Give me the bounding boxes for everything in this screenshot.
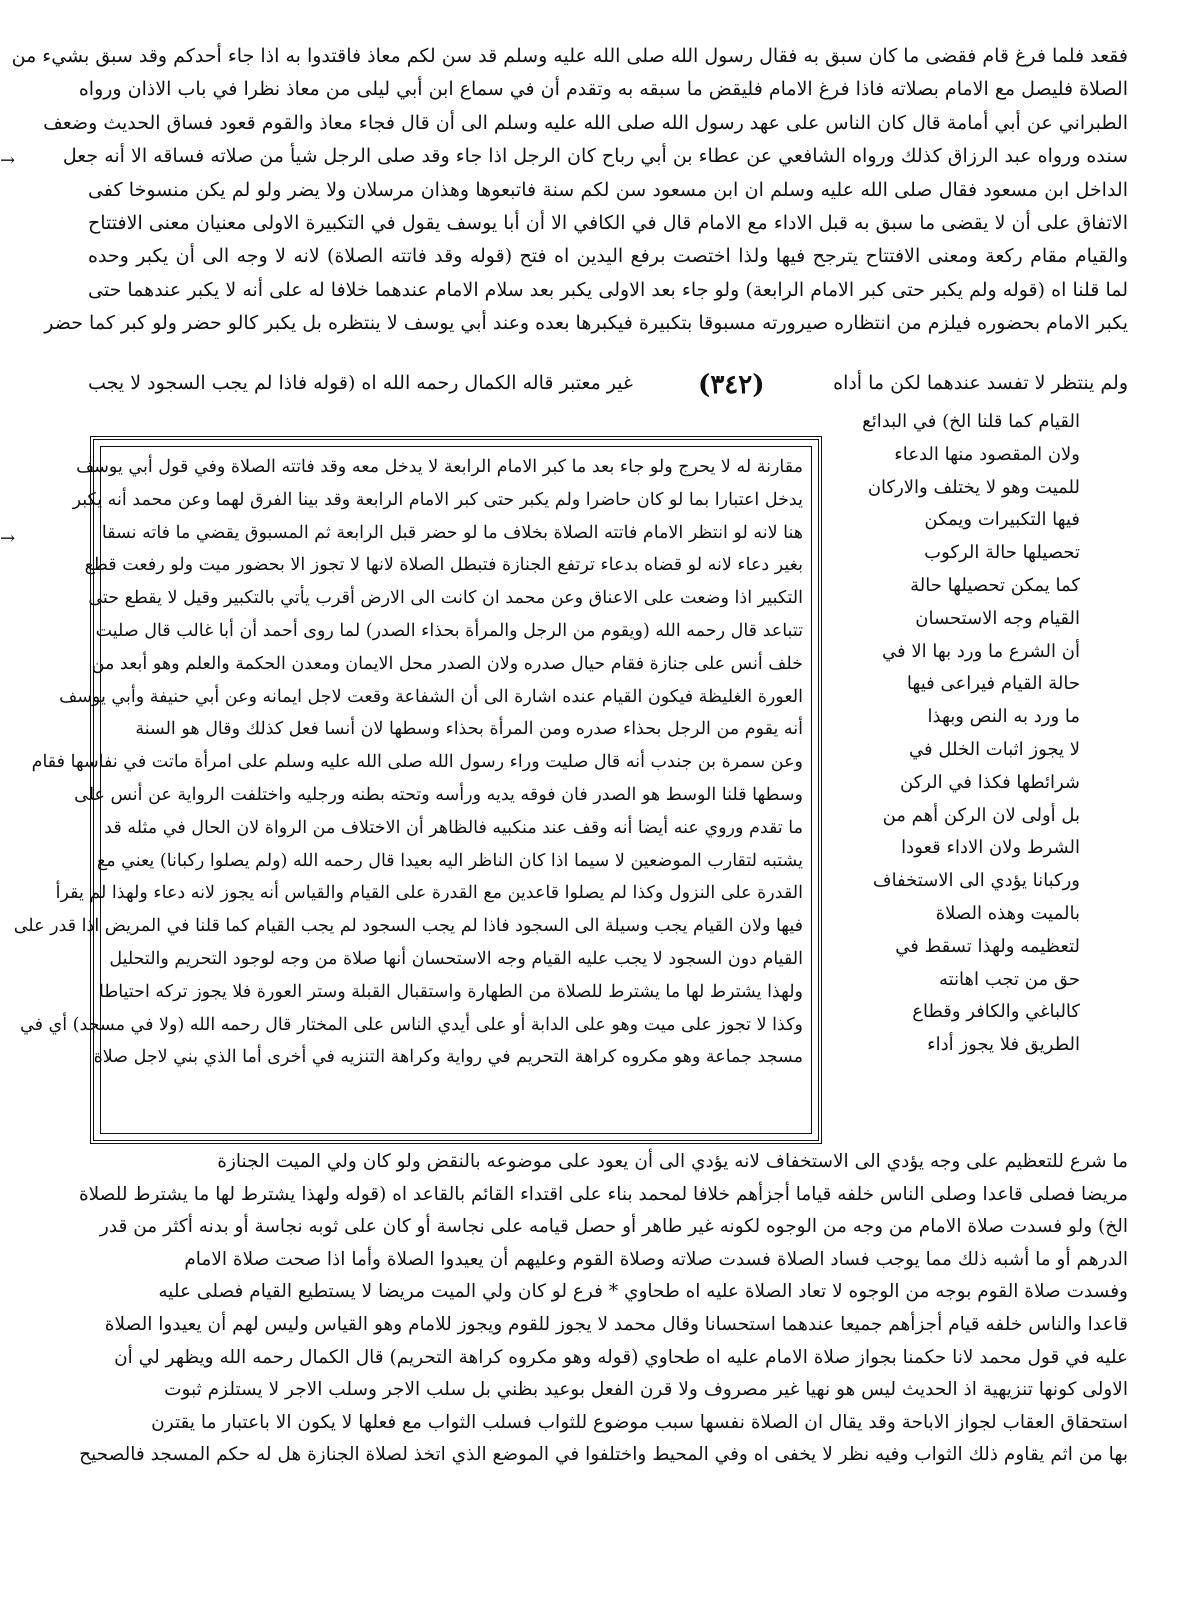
text-line: والقيام مقام ركعة ومعنى الافتتاح يترجح فيها ولذا اختصت برفع اليدين اه فتح (قوله وقد فاتته الصلاة) لانه لا وجه الى أن يكبر وحده: [88, 245, 1128, 268]
main-text-frame: [13, 436, 822, 1144]
text-line: الصلاة فليصل مع الامام بصلاته فاذا فرغ الامام فليقض ما سبقه به وتقدم أن في سماع ابن أبي ليلى من معاذ نظرا في باب الاذان ورواه: [78, 78, 1128, 101]
bottom-commentary: [78, 1146, 1128, 1472]
text-line: مقارنة له لا يحرج ولو جاء بعد ما كبر الامام الرابعة لا يدخل معه وقد فاتته الصلاة وفي قول أبي يوسف: [76, 457, 803, 477]
text-line: ولان المقصود منها الدعاء: [894, 443, 1080, 465]
text-line: لما قلنا اه (قوله ولم يكبر حتى كبر الامام الرابعة) ولو جاء بعد الاولى يكبر بعد سلام الامام عندهما خلافا له على أنه لا يكبر عندهما حتى: [88, 278, 1129, 301]
text-line: استحقاق العقاب لجواز الاباحة وقد يقال ان الصلاة نفسها سبب موضوع للثواب فسلب الثواب مع فعلها لا يكون الا باعتبار ما يقترن: [151, 1411, 1128, 1433]
text-line: الداخل ابن مسعود فقال صلى الله عليه وسلم ان ابن مسعود سن لكم سنة فاتبعوها وهذان مرسلان ولا يضر ولو لم يكن منسوخا كفى: [88, 178, 1128, 201]
text-line: ولهذا يشترط لها ما يشترط للصلاة من الطهارة واستقبال القبلة وستر العورة فلا يجوز تركه احتياطا: [99, 981, 803, 1002]
text-line: بالميت وهذه الصلاة: [935, 902, 1080, 924]
text-line: ولم ينتظر لا تفسد عندهما لكن ما أداه: [833, 372, 1128, 394]
text-line: فيها التكبيرات ويمكن: [924, 509, 1080, 531]
text-line: مريضا فصلى قاعدا وصلى الناس خلفه قياما أجزأهم خلافا لمحمد بناء على اقتداء القائم بالقاعد اه (قوله ولهذا يشترط لها ما يشترط للصلاة: [78, 1183, 1128, 1205]
margin-arrow-icon: →: [0, 150, 16, 171]
text-line: التكبير اذا وضعت على الاعناق وعن محمد ان كانت الى الارض أقرب يأتي بالتكبير وقيل لا يقطع حتى: [88, 588, 803, 609]
text-line: هنا لانه لو انتظر الامام فاتته الصلاة بخلاف ما لو حضر قبل الرابعة ثم المسبوق يقضي ما فاته نسقا: [101, 522, 803, 543]
text-line: تحصيلها حالة الركوب: [924, 542, 1080, 564]
text-line: وسطها قلنا الوسط هو الصدر فان فوقه يديه ورأسه وتحته بطنه ورجليه واختلفت الرواية عن أنس على: [74, 784, 803, 805]
text-line: ما تقدم وروي عنه أيضا أنه وقف عند منكبيه فالظاهر أن الاختلاف من الرواة لان الحال في مثله قد: [104, 817, 803, 838]
text-line: لتعظيمه ولهذا تسقط في: [895, 935, 1080, 957]
text-line: الشرط ولان الاداء قعودا: [901, 837, 1080, 859]
text-line: قاعدا والناس خلفه قيام أجزأهم جميعا عندهما استحسانا وقال محمد لا يجوز للقوم ويجوز للامام وهو القياس وليس لهم أن يعيدوا الصلاة: [104, 1313, 1128, 1335]
top-commentary: [11, 40, 1129, 341]
text-line: الطبراني عن أبي أمامة قال كان الناس على عهد رسول الله صلى الله عليه وسلم الى أن قال فجاء معاذ والقوم قعود فساق الحديث وضعف: [43, 111, 1128, 134]
text-line: تتباعد قال رحمه الله (ويقوم من الرجل والمرأة بحذاء الصدر) لما روى أحمد أن أبا غالب قال صليت: [95, 620, 803, 641]
page-number: (٣٤٢): [698, 370, 765, 400]
text-line: خلف أنس على جنازة فقام حيال صدره ولان الصدر محل الايمان ومعدن الحكمة والعلم وهو أبعد من: [91, 653, 803, 674]
text-line: مسجد جماعة وهو مكروه كراهة التحريم في رواية وكراهة التنزيه في أخرى أما الذي بني لاجل صلاة: [93, 1047, 803, 1068]
page-number-row: [88, 372, 1128, 406]
text-line: يدخل اعتبارا بما لو كان حاضرا ولم يكبر حتى كبر الامام الرابعة وقد بينا الفرق لهما وعن محمد أنه يكبر: [72, 489, 803, 510]
text-line: فقعد فلما فرغ قام فقضى ما كان سبق به فقال رسول الله صلى الله عليه وسلم قد سن لكم معاذ فاقتدوا به اذا جاء أحدكم وقد سبق بشيء من: [11, 45, 1128, 67]
text-line: أن الشرع ما ورد بها الا في: [882, 640, 1080, 662]
text-line: القدرة على النزول وكذا لم يصلوا قاعدين مع القدرة على القيام والقياس أنه يجوز لانه دعاء ولهذا لم يقرأ: [55, 883, 803, 904]
text-line: حق من تجب اهانته: [938, 968, 1080, 990]
text-line: وعن سمرة بن جندب أنه قال صليت وراء رسول الله صلى الله عليه وسلم على امرأة ماتت في نفاسها فقام: [31, 752, 803, 773]
text-line: سنده ورواه عبد الرزاق كذلك ورواه الشافعي عن عطاء بن أبي رباح كان الرجل اذا جاء وقد صلى الرجل شيأ من صلاته فساقه الا أنه جعل: [62, 145, 1128, 168]
text-line: غير معتبر قاله الكمال رحمه الله اه (قوله فاذا لم يجب السجود لا يجب: [88, 372, 633, 394]
text-line: شرائطها فكذا في الركن: [899, 771, 1080, 793]
text-line: الاتفاق على أن لا يقضى ما سبق به قبل الاداء مع الامام قال في الكافي الا أن أبا يوسف يقول في التكبيرة الاولى معنيان معنى الافتتاح: [88, 212, 1128, 235]
text-line: وكذا لا تجوز على ميت وهو على الدابة أو على أيدي الناس على المختار قال رحمه الله (ولا في مسجد) أي في: [20, 1014, 803, 1035]
text-line: وركبانا يؤدي الى الاستخفاف: [872, 870, 1080, 892]
text-line: وفسدت صلاة القوم بوجه من الوجوه لا تعاد الصلاة عليه اه طحاوي * فرع لو كان ولي الميت مريضا لا يستطيع القيام فصلى عليه: [158, 1281, 1128, 1303]
text-line: عليه في قول محمد لانا حكمنا بجواز صلاة الامام عليه اه طحاوي (قوله وهو مكروه كراهة التحريم) قال الكمال رحمه الله ويظهر لي أن: [114, 1346, 1128, 1368]
text-line: العورة الغليظة فيكون القيام عنده اشارة الى أن الشفاعة وقعت لاجل ايمانه وعن أبي حنيفة وأبي يوسف: [59, 686, 803, 707]
text-line: الطريق فلا يجوز أداء: [927, 1034, 1080, 1056]
text-line: فيها ولان القيام يجب وسيلة الى السجود فاذا لم يجب السجود لم يجب القيام كما قلنا في المريض اذا قدر على: [13, 916, 803, 937]
text-line: القيام كما قلنا الخ) في البدائع: [862, 411, 1080, 432]
text-line: بل أولى لان الركن أهم من: [882, 804, 1080, 826]
main-text: [13, 446, 812, 1134]
margin-arrow-icon: →: [0, 528, 16, 549]
text-line: الخ) ولو فسدت صلاة الامام من وجه من الوجوه لكونه غير طاهر أو حصل قيامه على نجاسة أو كان على ثوبه نجاسة أو بدنه أكثر من قدر: [99, 1216, 1128, 1238]
text-line: ما ورد به النص وبهذا: [927, 706, 1080, 728]
text-line: يكبر الامام بحضوره فيلزم من انتظاره صيرورته مسبوقا بتكبيرة فيكبرها بعده وعند أبي يوسف لا ينتظره بل يكبر كالو حضر ولو كبر كما حضر: [44, 312, 1128, 335]
text-line: للميت وهو لا يختلف والاركان: [867, 476, 1080, 498]
text-line: الاولى كونها تنزيهية اذ الحديث ليس هو نهيا غير مصروف ولا قرن الفعل بوعيد بظني بل سلب الاجر وسلب الاجر لا يستلزم ثبوت: [164, 1379, 1128, 1401]
text-line: بها من اثم يقاوم ذلك الثواب وفيه نظر لا يخفى اه وفي المحيط واختلفوا في الموضع الذي اتخذ لصلاة الجنازة هل له حكم المسجد فالصحيح: [79, 1444, 1128, 1466]
text-line: أنه يقوم من الرجل بحذاء صدره ومن المرأة بحذاء وسطها لان أنسا فعل كذلك وقال هو السنة: [135, 719, 803, 740]
text-line: بغير دعاء لانه لو قضاه بدعاء ترتفع الجنازة فتبطل الصلاة لانها لا تجوز الا بحضور ميت ولو رفعت قطع: [84, 555, 803, 576]
text-line: لا يجوز اثبات الخلل في: [909, 738, 1080, 760]
text-line: حالة القيام فيراعى فيها: [906, 673, 1080, 695]
text-line: القيام وجه الاستحسان: [915, 607, 1080, 629]
text-line: ما شرع للتعظيم على وجه يؤدي الى الاستخفاف لانه يؤدي الى أن يعود على موضوعه بالنقض ولو كان ولي الميت الجنازة: [217, 1151, 1128, 1172]
text-line: الدرهم أو ما أشبه ذلك مما يوجب فساد الصلاة فسدت صلاته وصلاة القوم وعليهم أن يعيدوا الصلاة وأما اذا صحت صلاة الامام: [184, 1248, 1128, 1270]
text-line: كالباغي والكافر وقطاع: [912, 1001, 1080, 1023]
side-commentary: [830, 406, 1080, 1062]
text-line: كما يمكن تحصيلها حالة: [910, 574, 1080, 596]
text-line: القيام دون السجود لا يجب عليه القيام وجه الاستحسان أنها صلاة من وجه لوجود التحريم والتحليل: [109, 948, 803, 969]
text-line: يشتبه لتقارب الموضعين لا سيما اذا كان الناظر اليه بعيدا قال رحمه الله (ولم يصلوا ركبانا) يعني مع: [96, 850, 803, 871]
